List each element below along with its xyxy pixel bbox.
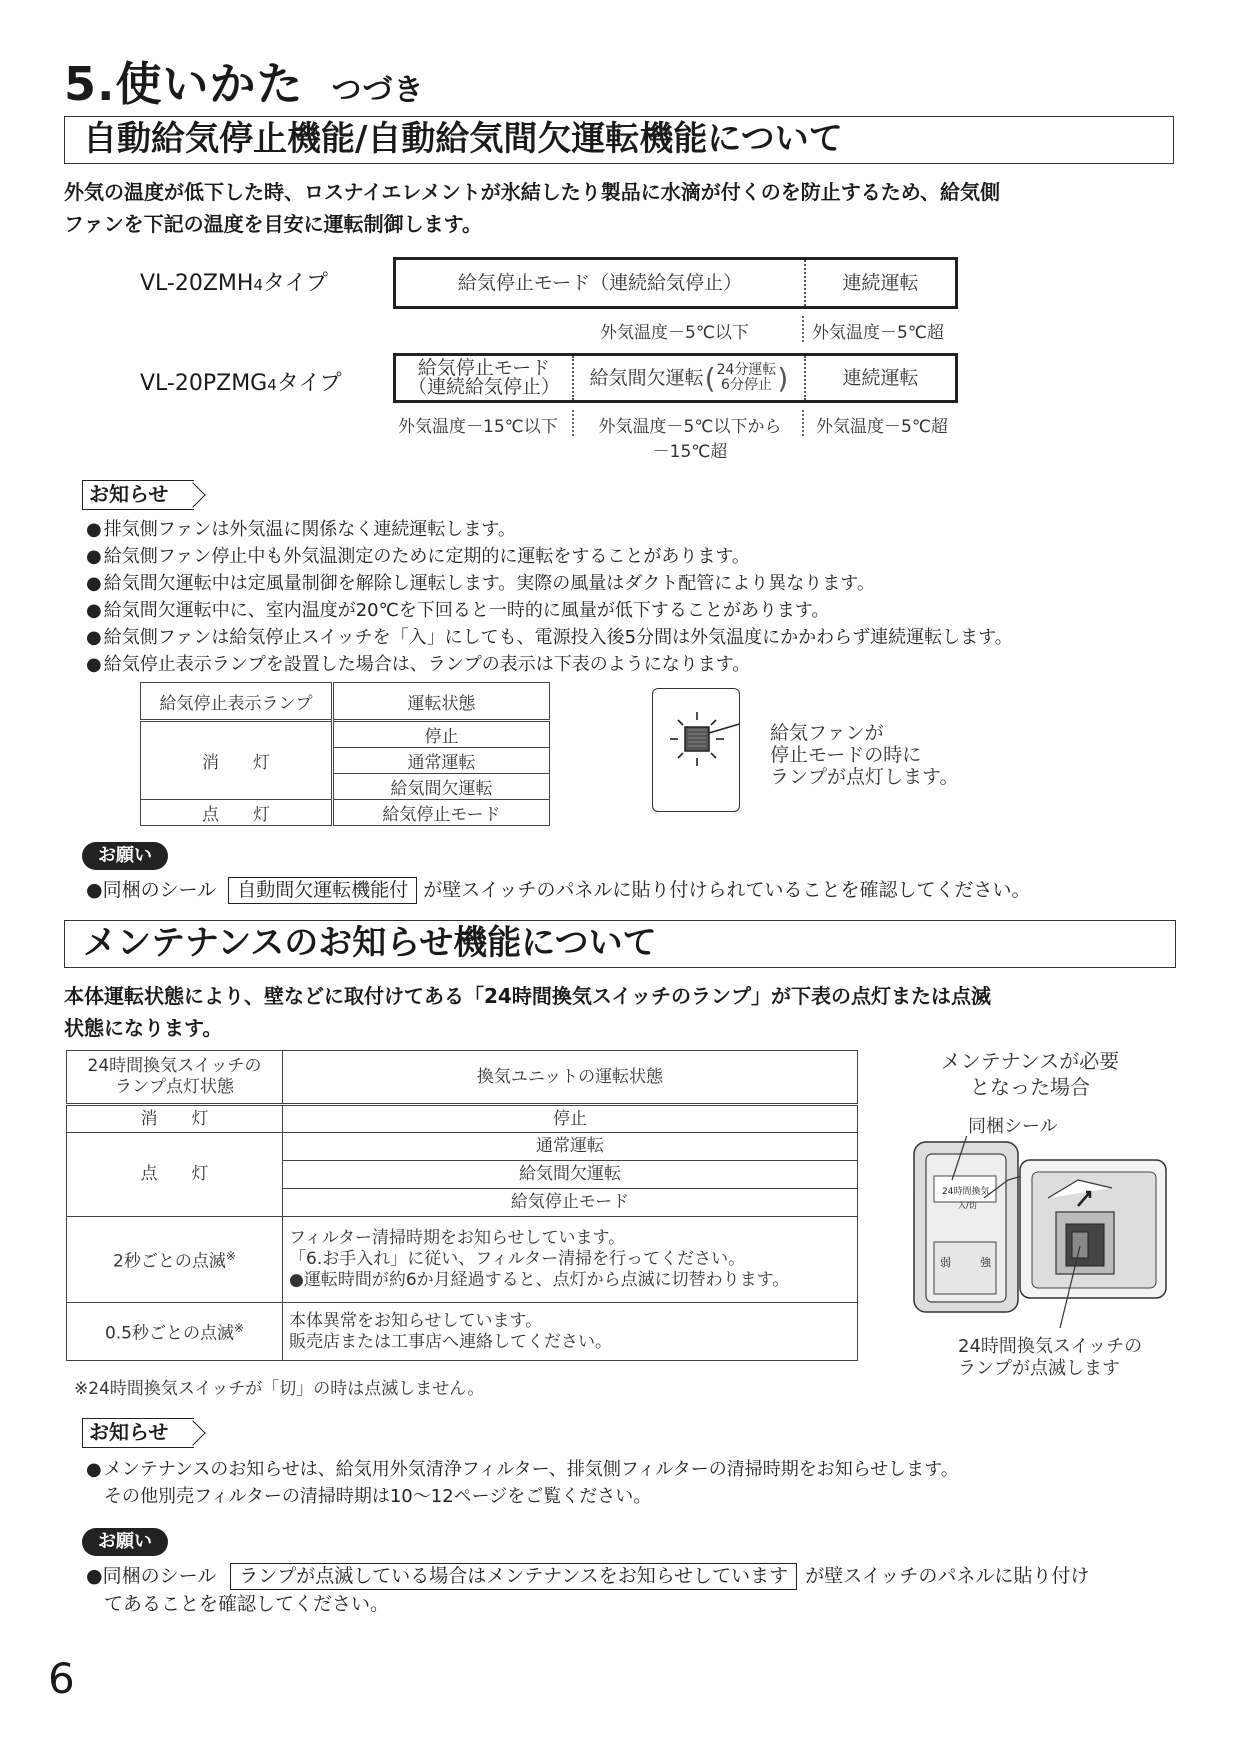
figure-title: メンテナンスが必要 となった場合 bbox=[940, 1049, 1120, 1099]
switch-label: 24時間換気 bbox=[942, 1187, 990, 1197]
model1-mode-stop: 給気停止モード（連続給気停止） bbox=[457, 271, 743, 294]
model2-temp-low: 外気温度－15℃以下 bbox=[398, 417, 558, 437]
request1-seal: 自動間欠運転機能付 bbox=[228, 877, 417, 904]
switch-weak-label: 弱 bbox=[940, 1256, 951, 1269]
section2-intro bbox=[64, 980, 991, 1044]
maintenance-table bbox=[66, 1050, 858, 1361]
lamp-table-state: 停止 bbox=[333, 721, 550, 748]
lamp-table-state: 給気停止モード bbox=[333, 800, 550, 826]
switch-illustration bbox=[900, 1136, 1200, 1336]
lamp-table-off: 消 灯 bbox=[141, 721, 333, 800]
request1-label: お願い bbox=[82, 842, 168, 870]
maint-blink2-label: 2秒ごとの点滅※ bbox=[67, 1217, 283, 1303]
notice1-item: ● 給気側ファン停止中も外気温測定のために定期的に運転をすることがあります。 bbox=[86, 546, 750, 567]
model2-temp-divider1 bbox=[572, 410, 574, 436]
request2-seal: ランプが点滅している場合はメンテナンスをお知らせしています bbox=[230, 1563, 797, 1590]
maint-off-label: 消 灯 bbox=[67, 1105, 283, 1133]
request1-text: ●同梱のシール 自動間欠運転機能付 が壁スイッチのパネルに貼り付けられていることを確認してください。 bbox=[86, 876, 1031, 904]
maint-on-state: 給気間欠運転 bbox=[283, 1161, 858, 1189]
model1-temp-low: 外気温度－5℃以下 bbox=[600, 323, 749, 343]
notice1-item: ● 給気間欠運転中に、室内温度が20℃を下回ると一時的に風量が低下することがあります。 bbox=[86, 600, 830, 621]
model2-mode-stop: 給気停止モード （連続給気停止） bbox=[407, 357, 560, 398]
maint-blink05-state: 本体異常をお知らせしています。 販売店または工事店へ連絡してください。 bbox=[283, 1303, 858, 1361]
request2-label: お願い bbox=[82, 1528, 168, 1556]
page-title bbox=[64, 48, 424, 114]
section1-intro-line2: ファンを下記の温度を目安に運転制御します。 bbox=[64, 212, 482, 236]
model1-name: VL-20ZMH4タイプ bbox=[140, 271, 328, 296]
section2-intro-line2: 状態になります。 bbox=[64, 1016, 223, 1040]
lamp-caption: 給気ファンが 停止モードの時に ランプが点灯します。 bbox=[770, 722, 959, 788]
section2-intro-line1: 本体運転状態により、壁などに取付けてある「24時間換気スイッチのランプ」が下表の点灯または点滅 bbox=[64, 984, 992, 1008]
notice1-item: ● 給気側ファンは給気停止スイッチを「入」にしても、電源投入後5分間は外気温度にかかわらず連続運転します。 bbox=[86, 627, 1013, 648]
model1-mode-continuous: 連続運転 bbox=[804, 260, 955, 306]
lamp-table-on: 点 灯 bbox=[141, 800, 333, 826]
page-number: 6 bbox=[48, 1654, 75, 1703]
model1-temp-high: 外気温度－5℃超 bbox=[812, 323, 944, 343]
maint-blink2-state: フィルター清掃時期をお知らせしています。 「6.お手入れ」に従い、フィルター清掃を行ってください。 ●運転時間が約6か月経過すると、点灯から点滅に切替わります。 bbox=[283, 1217, 858, 1303]
figure-caption: 24時間換気スイッチの ランプが点滅します bbox=[958, 1336, 1143, 1379]
model2-temp-mid: 外気温度－5℃以下から －15℃超 bbox=[598, 417, 782, 462]
figure-seal-label: 同梱シール bbox=[968, 1116, 1058, 1137]
lamp-table bbox=[140, 682, 550, 826]
notice2-label: お知らせ bbox=[82, 1418, 194, 1448]
maint-on-label: 点 灯 bbox=[67, 1133, 283, 1217]
model2-temp-divider2 bbox=[802, 410, 804, 436]
notice1-item: ● 給気間欠運転中は定風量制御を解除し運転します。実際の風量はダクト配管により異なります。 bbox=[86, 573, 875, 594]
lamp-panel-illustration bbox=[652, 688, 740, 812]
model2-mode-intermittent: 給気間欠運転 ( 24分運転 6分停止 ) bbox=[572, 356, 804, 400]
model2-mode-continuous: 連続運転 bbox=[804, 356, 955, 400]
section1-intro bbox=[64, 176, 1000, 240]
page-title-sub: つづき bbox=[331, 73, 425, 108]
lamp-table-header-state: 運転状態 bbox=[333, 683, 550, 721]
notice1-item: ● 排気側ファンは外気温に関係なく連続運転します。 bbox=[86, 519, 516, 540]
lamp-lit-icon bbox=[652, 688, 740, 812]
maint-blink05-label: 0.5秒ごとの点滅※ bbox=[67, 1303, 283, 1361]
request2-text: ●同梱のシール ランプが点滅している場合はメンテナンスをお知らせしています が壁スイッチのパネルに貼り付け てあることを確認してください。 bbox=[86, 1565, 1090, 1615]
notice2-text: ● メンテナンスのお知らせは、給気用外気清浄フィルター、排気側フィルターの清掃時期をお知らせします。 その他別売フィルターの清掃時期は10～12ページをご覧ください。 bbox=[86, 1459, 959, 1507]
maint-header-state: 換気ユニットの運転状態 bbox=[283, 1051, 858, 1105]
notice1-list bbox=[86, 516, 1013, 678]
maint-off-state: 停止 bbox=[283, 1105, 858, 1133]
page-title-main: 5.使いかた bbox=[64, 57, 304, 111]
model2-name: VL-20PZMG4タイプ bbox=[140, 371, 342, 396]
switch-sub-label: 入/切 bbox=[958, 1201, 977, 1210]
lamp-table-state: 給気間欠運転 bbox=[333, 774, 550, 800]
maint-header-lamp: 24時間換気スイッチの ランプ点灯状態 bbox=[67, 1051, 283, 1105]
notice1-item: ● 給気停止表示ランプを設置した場合は、ランプの表示は下表のようになります。 bbox=[86, 654, 751, 675]
section1-heading: 自動給気停止機能/自動給気間欠運転機能について bbox=[64, 116, 1174, 164]
section1-intro-line1: 外気の温度が低下した時、ロスナイエレメントが氷結したり製品に水滴が付くのを防止するため、給気側 bbox=[64, 180, 1000, 204]
maint-on-state: 通常運転 bbox=[283, 1133, 858, 1161]
model1-temp-divider bbox=[802, 316, 804, 342]
notice1-label: お知らせ bbox=[82, 480, 194, 510]
lamp-table-state: 通常運転 bbox=[333, 748, 550, 774]
section2-heading: メンテナンスのお知らせ機能について bbox=[64, 920, 1176, 968]
lamp-table-header-lamp: 給気停止表示ランプ bbox=[141, 683, 333, 721]
model2-mode-box bbox=[393, 353, 958, 403]
model2-temp-high: 外気温度－5℃超 bbox=[816, 417, 948, 437]
maintenance-footnote: ※24時間換気スイッチが「切」の時は点滅しません。 bbox=[74, 1379, 485, 1399]
maint-on-state: 給気停止モード bbox=[283, 1189, 858, 1217]
switch-strong-label: 強 bbox=[980, 1256, 991, 1269]
model1-mode-box bbox=[393, 257, 958, 309]
